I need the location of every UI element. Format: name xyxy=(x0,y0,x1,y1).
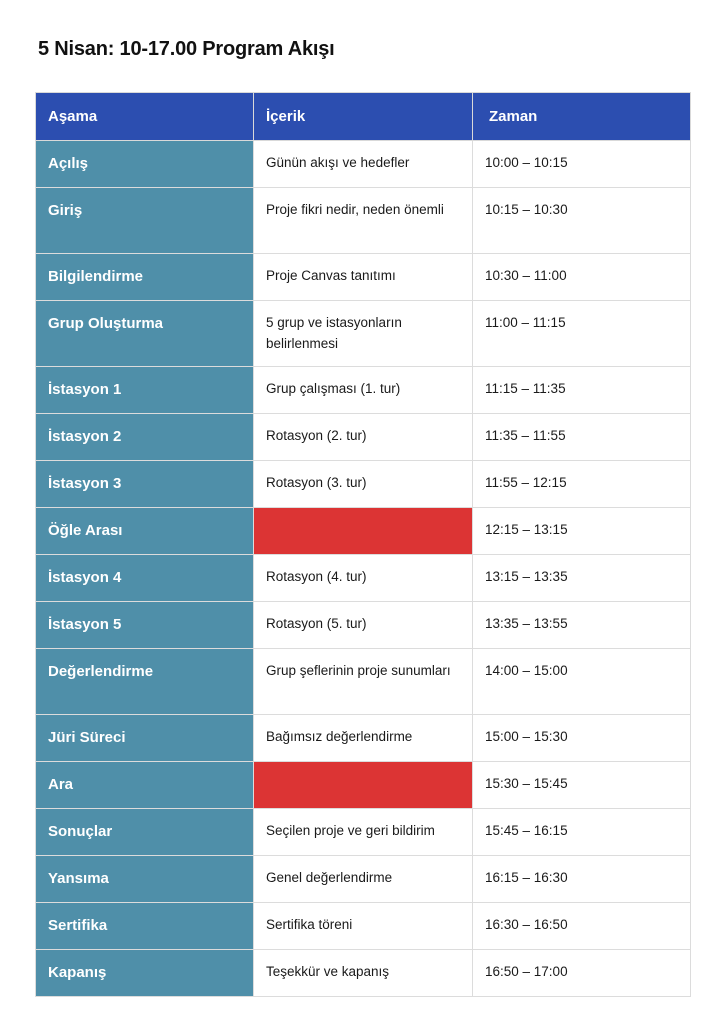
time-cell: 12:15 – 13:15 xyxy=(473,508,691,555)
time-cell: 10:30 – 11:00 xyxy=(473,254,691,301)
blocked-cell xyxy=(254,508,473,555)
stage-cell: İstasyon 5 xyxy=(36,602,254,649)
stage-cell: Grup Oluşturma xyxy=(36,301,254,367)
page-title: 5 Nisan: 10-17.00 Program Akışı xyxy=(38,38,335,60)
stage-cell: Öğle Arası xyxy=(36,508,254,555)
content-cell: Rotasyon (3. tur) xyxy=(254,461,473,508)
content-cell: Rotasyon (4. tur) xyxy=(254,555,473,602)
stage-cell: Kapanış xyxy=(36,950,254,997)
stage-cell: Jüri Süreci xyxy=(36,715,254,762)
stage-cell: Açılış xyxy=(36,141,254,188)
table-row xyxy=(36,950,691,997)
content-cell: 5 grup ve istasyonların belirlenmesi xyxy=(254,301,473,367)
time-cell: 11:55 – 12:15 xyxy=(473,461,691,508)
stage-cell: İstasyon 4 xyxy=(36,555,254,602)
time-cell: 15:30 – 15:45 xyxy=(473,762,691,809)
time-cell: 16:15 – 16:30 xyxy=(473,856,691,903)
time-cell: 14:00 – 15:00 xyxy=(473,649,691,715)
column-header-stage: Aşama xyxy=(36,93,254,141)
stage-cell: Yansıma xyxy=(36,856,254,903)
table-row xyxy=(36,555,691,602)
time-cell: 15:45 – 16:15 xyxy=(473,809,691,856)
table-row xyxy=(36,367,691,414)
table-row xyxy=(36,301,691,367)
time-cell: 10:15 – 10:30 xyxy=(473,188,691,254)
stage-cell: İstasyon 3 xyxy=(36,461,254,508)
schedule-table xyxy=(35,92,691,997)
content-cell: Proje fikri nedir, neden önemli xyxy=(254,188,473,254)
table-row xyxy=(36,188,691,254)
table-row xyxy=(36,508,691,555)
table-row xyxy=(36,254,691,301)
content-cell: Teşekkür ve kapanış xyxy=(254,950,473,997)
table-row xyxy=(36,461,691,508)
table-row xyxy=(36,903,691,950)
content-cell: Rotasyon (2. tur) xyxy=(254,414,473,461)
table-row xyxy=(36,715,691,762)
content-cell: Genel değerlendirme xyxy=(254,856,473,903)
table-row xyxy=(36,856,691,903)
table-header-row xyxy=(36,93,691,141)
stage-cell: Değerlendirme xyxy=(36,649,254,715)
stage-cell: İstasyon 2 xyxy=(36,414,254,461)
blocked-cell xyxy=(254,762,473,809)
time-cell: 11:35 – 11:55 xyxy=(473,414,691,461)
stage-cell: Bilgilendirme xyxy=(36,254,254,301)
time-cell: 13:35 – 13:55 xyxy=(473,602,691,649)
content-cell: Proje Canvas tanıtımı xyxy=(254,254,473,301)
content-cell: Sertifika töreni xyxy=(254,903,473,950)
time-cell: 15:00 – 15:30 xyxy=(473,715,691,762)
content-cell: Rotasyon (5. tur) xyxy=(254,602,473,649)
time-cell: 10:00 – 10:15 xyxy=(473,141,691,188)
time-cell: 11:00 – 11:15 xyxy=(473,301,691,367)
content-cell: Bağımsız değerlendirme xyxy=(254,715,473,762)
stage-cell: Sonuçlar xyxy=(36,809,254,856)
time-cell: 16:50 – 17:00 xyxy=(473,950,691,997)
table-row xyxy=(36,762,691,809)
content-cell: Seçilen proje ve geri bildirim xyxy=(254,809,473,856)
table-row xyxy=(36,649,691,715)
table-row xyxy=(36,809,691,856)
content-cell: Grup şeflerinin proje sunumları xyxy=(254,649,473,715)
time-cell: 11:15 – 11:35 xyxy=(473,367,691,414)
table-row xyxy=(36,414,691,461)
table-row xyxy=(36,602,691,649)
column-header-time: Zaman xyxy=(473,93,691,141)
table-row xyxy=(36,141,691,188)
content-cell: Grup çalışması (1. tur) xyxy=(254,367,473,414)
time-cell: 13:15 – 13:35 xyxy=(473,555,691,602)
stage-cell: İstasyon 1 xyxy=(36,367,254,414)
time-cell: 16:30 – 16:50 xyxy=(473,903,691,950)
content-cell: Günün akışı ve hedefler xyxy=(254,141,473,188)
stage-cell: Sertifika xyxy=(36,903,254,950)
stage-cell: Giriş xyxy=(36,188,254,254)
stage-cell: Ara xyxy=(36,762,254,809)
column-header-content: İçerik xyxy=(254,93,473,141)
